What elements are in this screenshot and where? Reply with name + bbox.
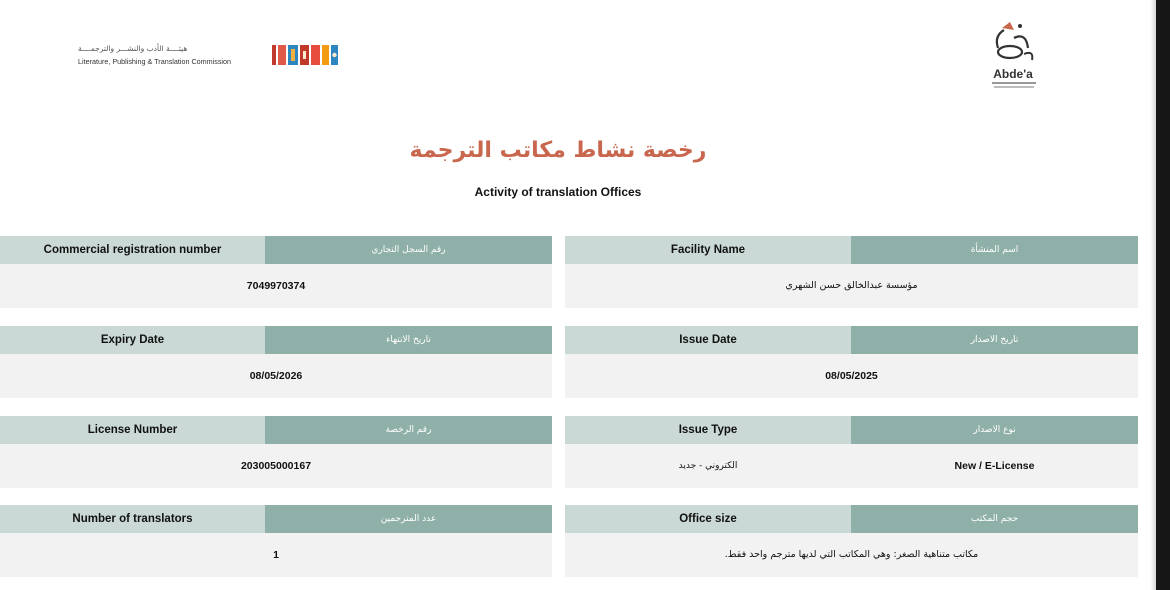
platform-logo	[980, 18, 1046, 96]
field-facility-name	[565, 236, 1138, 308]
label-ar: عدد المترجمين	[265, 505, 552, 533]
label-en: License Number	[0, 416, 265, 444]
commission-mark-icon	[272, 43, 338, 67]
field-office-size	[565, 505, 1138, 577]
field-value: 1	[0, 533, 552, 577]
issue-type-ar: الكتروني - جديد	[678, 461, 738, 471]
field-value	[565, 444, 1138, 488]
label-ar: اسم المنشأة	[851, 236, 1138, 264]
issue-type-en: New / E-License	[954, 460, 1035, 472]
document-title-ar: رخصة نشاط مكاتب الترجمة	[409, 138, 707, 163]
commission-name-ar: هيئــــة الأدب والنشـــر والترجمــــة	[78, 44, 188, 53]
commission-name-en: Literature, Publishing & Translation Commission	[78, 57, 232, 66]
label-ar: رقم السجل التجاري	[265, 236, 552, 264]
label-ar: تاريخ الاصدار	[851, 326, 1138, 354]
label-ar: حجم المكتب	[851, 505, 1138, 533]
field-number-of-translators	[0, 505, 552, 577]
label-ar: تاريخ الانتهاء	[265, 326, 552, 354]
label-en: Number of translators	[0, 505, 265, 533]
field-value: 203005000167	[0, 444, 552, 488]
label-en: Expiry Date	[0, 326, 265, 354]
field-issue-type	[565, 416, 1138, 488]
field-license-number	[0, 416, 552, 488]
platform-mark-icon	[980, 18, 1046, 66]
platform-name: Abde'a	[993, 67, 1033, 81]
field-value: 08/05/2025	[565, 354, 1138, 398]
window-edge	[1156, 0, 1170, 590]
field-value: 7049970374	[0, 264, 552, 308]
field-issue-date	[565, 326, 1138, 398]
field-value: 08/05/2026	[0, 354, 552, 398]
label-en: Issue Type	[565, 416, 851, 444]
label-en: Office size	[565, 505, 851, 533]
label-en: Commercial registration number	[0, 236, 265, 264]
field-value: مؤسسة عبدالخالق حسن الشهري	[565, 264, 1138, 308]
label-ar: نوع الاصدار	[851, 416, 1138, 444]
platform-tagline-icon	[988, 82, 1040, 89]
field-expiry-date	[0, 326, 552, 398]
label-ar: رقم الرخصة	[265, 416, 552, 444]
label-en: Issue Date	[565, 326, 851, 354]
field-value: مكاتب متناهية الصغر: وهي المكاتب التي لديها مترجم واحد فقط.	[565, 533, 1138, 577]
label-en: Facility Name	[565, 236, 851, 264]
field-commercial-registration	[0, 236, 552, 308]
document-title-en: Activity of translation Offices	[474, 185, 642, 199]
